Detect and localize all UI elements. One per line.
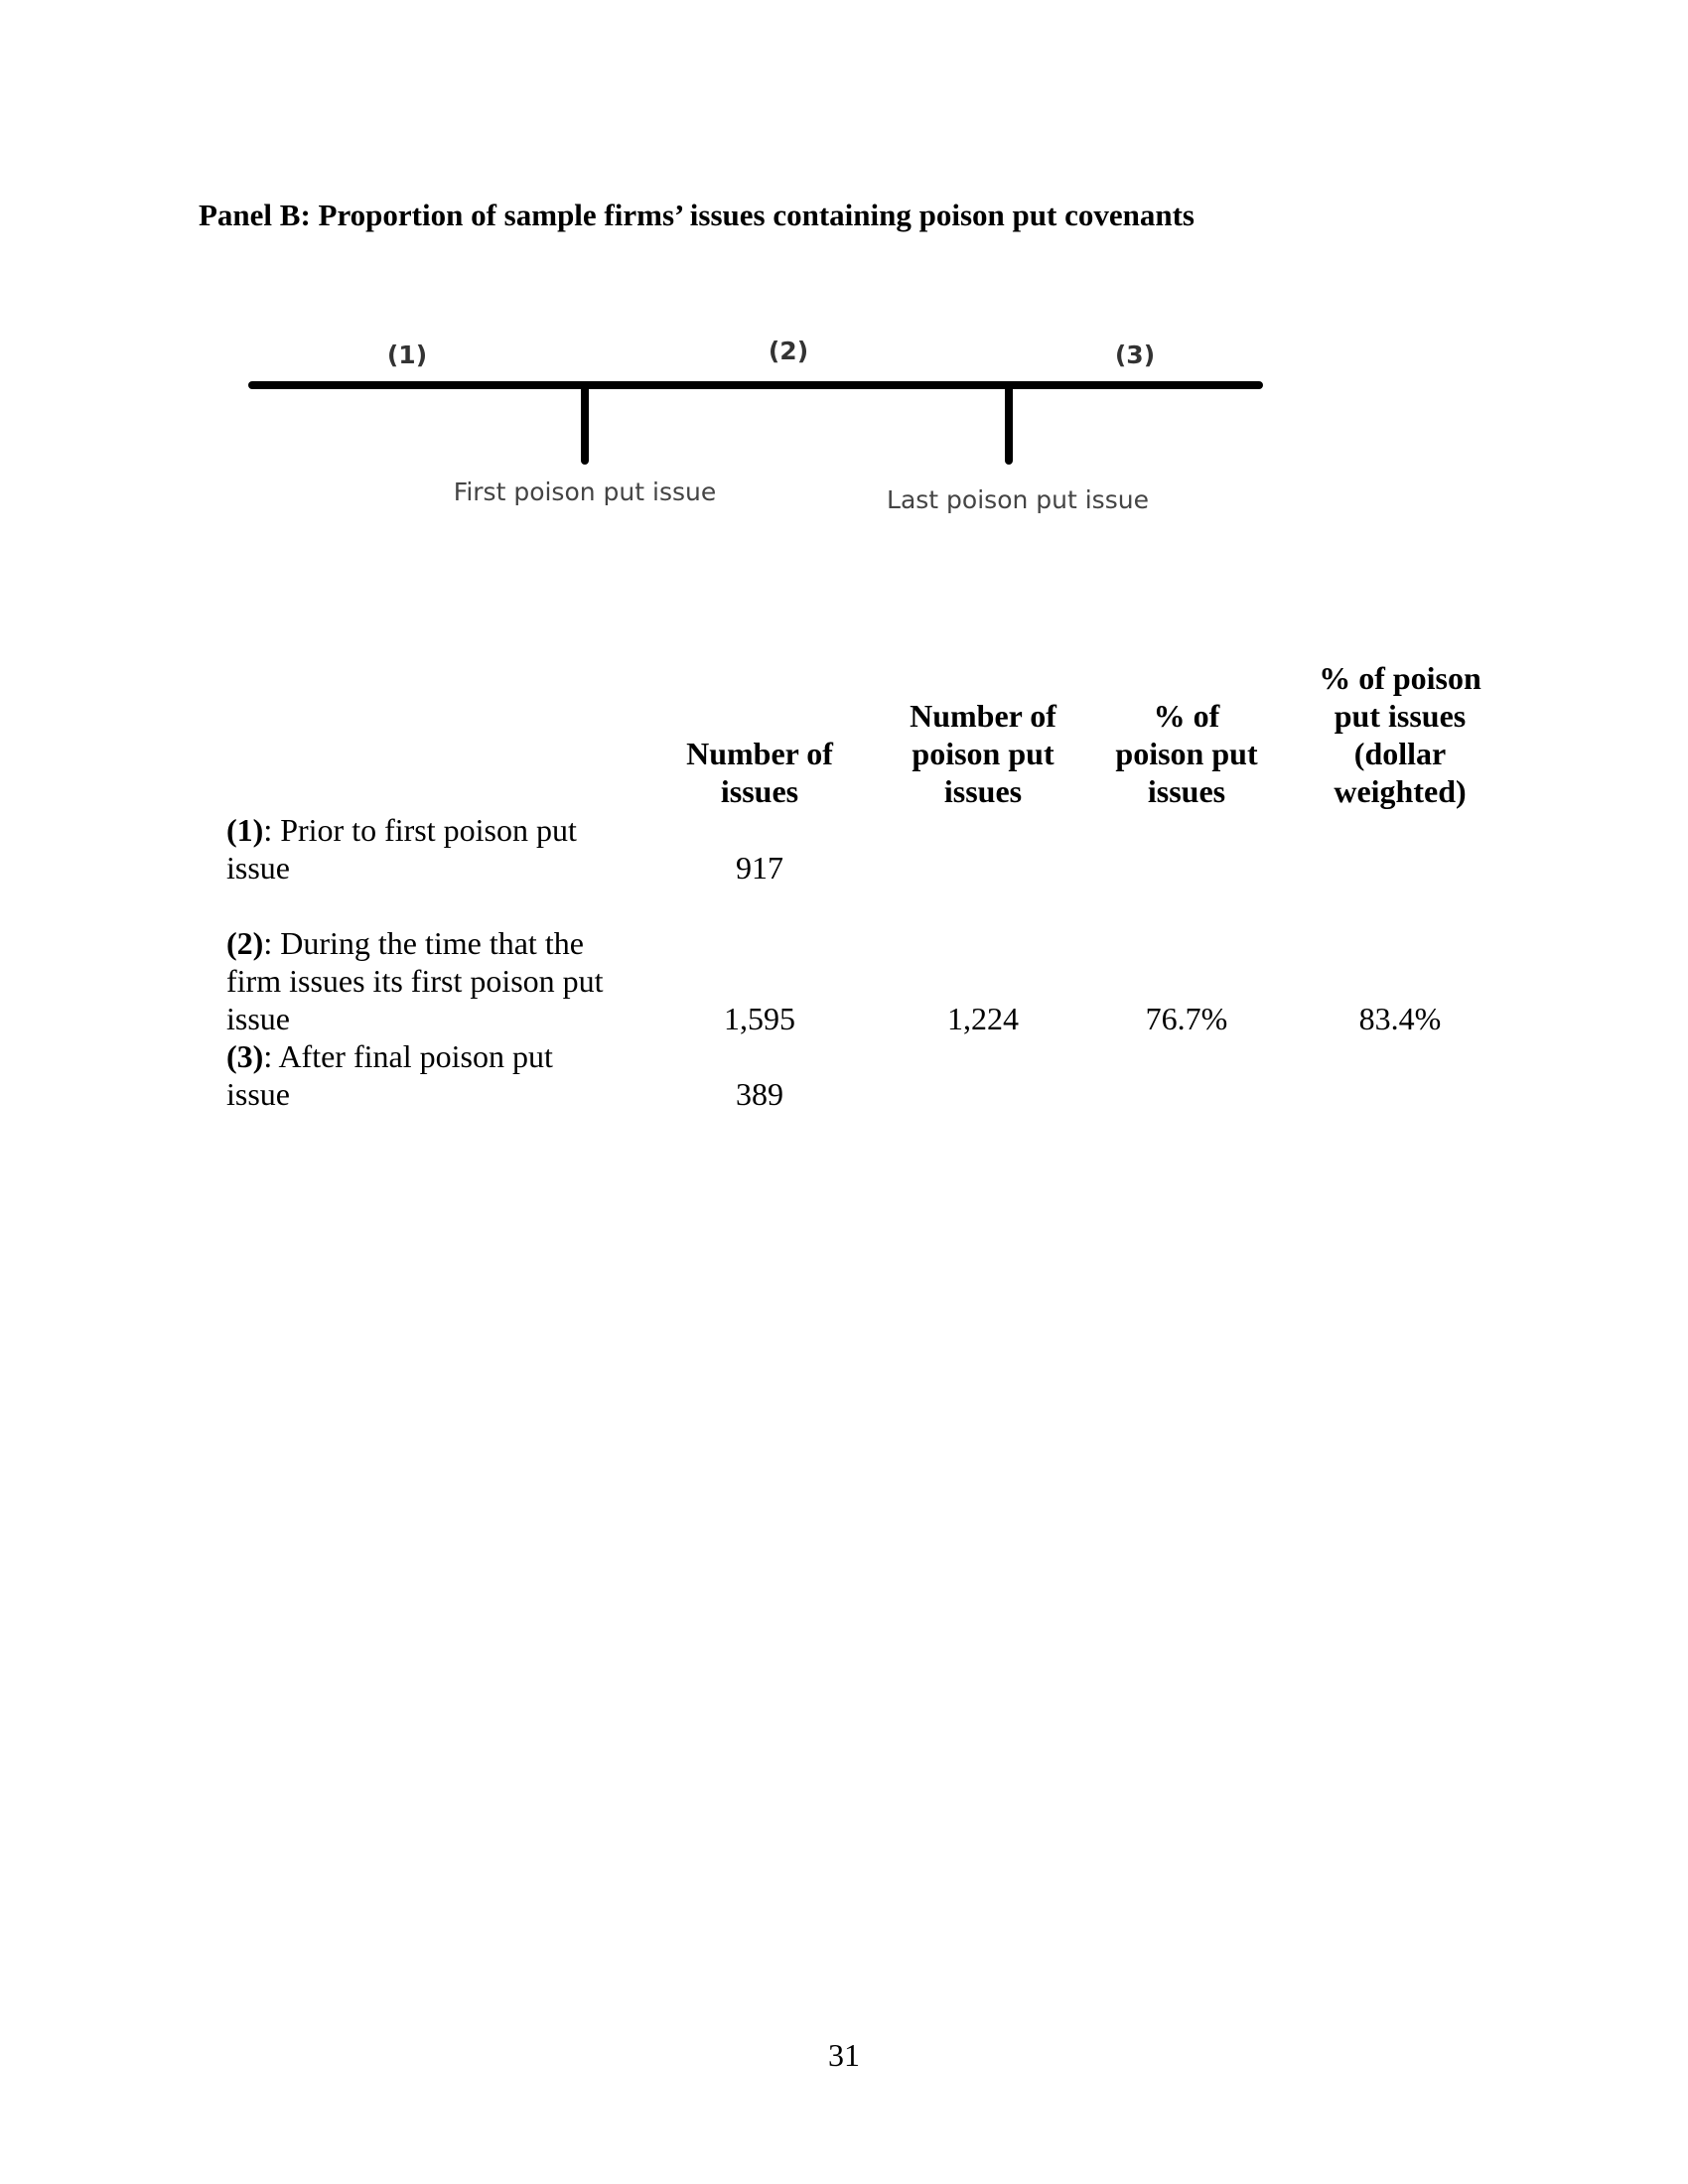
row-label-1: (1): Prior to first poison put issue [226, 812, 577, 886]
cell-r2-pct-poison: 76.7% [1145, 1001, 1228, 1036]
period-1-label: (1) [386, 341, 428, 369]
header-pct-poison: % of poison put issues [1115, 698, 1258, 809]
period-3-label: (3) [1114, 341, 1156, 369]
cell-r2-num-poison: 1,224 [947, 1001, 1019, 1036]
row-label-3: (3): After final poison put issue [226, 1038, 553, 1112]
first-event-label: First poison put issue [453, 478, 717, 506]
period-2-label: (2) [768, 337, 809, 365]
cell-r2-num-issues: 1,595 [724, 1001, 795, 1036]
row-label-2: (2): During the time that the firm issues its first poison put issue [226, 925, 604, 1036]
header-num-poison: Number of poison put issues [910, 698, 1056, 809]
last-event-label: Last poison put issue [887, 485, 1149, 514]
cell-r2-pct-dollar: 83.4% [1358, 1001, 1442, 1036]
header-pct-dollar: % of poison put issues (dollar weighted) [1319, 660, 1481, 809]
cell-r3-num-issues: 389 [736, 1076, 783, 1112]
page-number: 31 [828, 2037, 860, 2073]
cell-r1-num-issues: 917 [736, 850, 783, 886]
header-num-issues: Number of issues [686, 736, 833, 809]
panel-title: Panel B: Proportion of sample firms’ issues containing poison put covenants [199, 198, 1195, 232]
